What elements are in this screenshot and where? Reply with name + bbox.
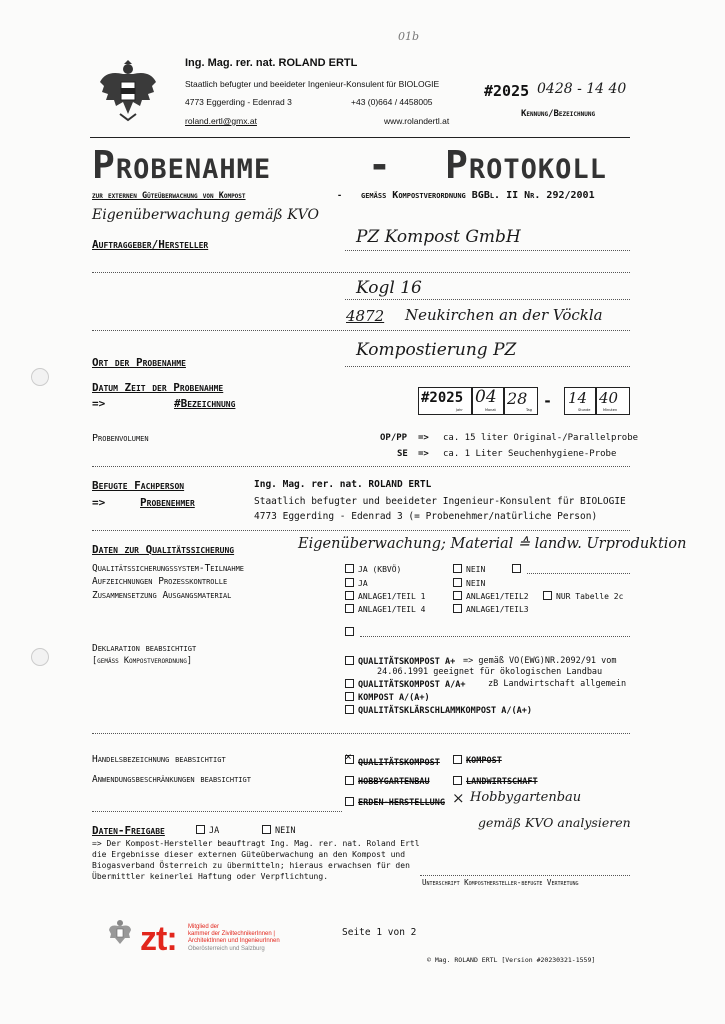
usage-a[interactable]: HOBBYGARTENBAU [345,776,430,787]
qs-row2-a-checkbox[interactable] [345,578,354,587]
decl-opt1-text2: 24.06.1991 geeignet für ökologischen Landbau [377,667,603,677]
qs-row1-label: Qualitätssicherungssystem-Teilnahme [92,563,245,574]
release-text3: Biogasverband Österreich zu übermitteln; hieraus erwachsen für den [92,861,410,870]
decl-opt2-checkbox[interactable] [345,679,354,688]
pencil-note: 01b [398,30,420,43]
header-phone: +43 (0)664 / 4458005 [351,97,433,107]
datetime-label2: => [92,397,106,410]
qs-row1-b[interactable]: NEIN [453,564,485,574]
decl-opt3[interactable]: KOMPOST A/(A+) [345,692,430,703]
volume-r2-arrow: => [418,449,429,459]
usage-a-checkbox[interactable] [345,776,354,785]
qs-row4-a[interactable]: ANLAGE1/TEIL 4 [345,604,425,614]
punch-hole-bottom [31,648,49,666]
qs-row3-a-checkbox[interactable] [345,591,354,600]
release-text2: die Ergebnisse dieser externen Güteüberwachung an den Kompost und [92,850,406,859]
client-line1: PZ Kompost GmbH [356,227,521,247]
zt-line1: Mitglied der [188,924,220,930]
qs-row1-b-checkbox[interactable] [453,564,462,573]
qs-row3-c-checkbox[interactable] [543,591,552,600]
trade-b-checkbox[interactable] [453,755,462,764]
date-sub-stunde: Stunde [578,408,591,412]
client-line2: Kogl 16 [356,278,422,298]
date-sub-tag: Tag [526,408,532,412]
release-text4: Übermittler keinerlei Haftung oder Verpflichtung. [92,872,329,881]
zt-logo-icon: zt: [140,920,177,958]
volume-label: Probenvolumen [92,433,149,444]
zt-line3: ArchitektInnen und IngenieurInnen [188,938,280,944]
date-sub-minuten: Minuten [603,408,618,412]
austrian-eagle-logo [98,56,158,124]
qs-row2-a[interactable]: JA [345,578,368,588]
usage-hand2: gemäß KVO analysieren [478,815,631,830]
person-line2: Staatlich befugter und beeideter Ingenieur-Konsulent für BIOLOGIE [254,496,626,507]
footer-eagle-icon [108,918,132,946]
usage-c-checkbox[interactable] [345,797,354,806]
trade-a[interactable]: × QUALITÄTSKOMPOST [345,755,440,768]
header-id-label: Kennung/Bezeichnung [521,109,596,119]
client-line3-zip: 4872 [346,307,385,325]
datetime-label1: Datum Zeit der Probenahme [92,381,224,394]
volume-r2-text: ca. 1 Liter Seuchenhygiene-Probe [443,449,617,459]
person-name: Ing. Mag. rer. nat. ROLAND ERTL [254,479,432,490]
decl-label2: [gemäß Kompostverordnung] [92,656,192,666]
header-id-handwritten: 0428 - 14 40 [537,81,627,97]
release-label: Daten-Freigabe [92,824,165,837]
usage-c[interactable]: ERDEN-HERSTELLUNG [345,797,445,808]
decl-opt1-text: => gemäß VO(EWG)NR.2092/91 vom [463,656,617,666]
title-dash: - [368,143,391,187]
client-line3-city: Neukirchen an der Vöckla [405,306,603,324]
person-label2-arrow: => [92,496,106,509]
header-email[interactable]: roland.ertl@gmx.at [185,116,257,126]
decl-opt2[interactable]: QUALITÄTSKOMPOST A/A+ [345,679,465,690]
qs-row5-checkbox[interactable] [345,627,354,636]
qs-row4-b[interactable]: ANLAGE1/TEIL3 [453,604,529,614]
qs-row4-b-checkbox[interactable] [453,604,462,613]
punch-hole-top [31,368,49,386]
release-text1: => Der Kompost-Hersteller beauftragt Ing. Mag. rer. nat. Roland Ertl [92,839,420,848]
trade-a-checkbox[interactable] [345,755,354,764]
decl-opt1-checkbox[interactable] [345,656,354,665]
header-address: 4773 Eggerding - Edenrad 3 [185,97,292,107]
release-ja-checkbox[interactable] [196,825,205,834]
qs-row4-a-checkbox[interactable] [345,604,354,613]
qs-row2-b[interactable]: NEIN [453,578,485,588]
release-signature: Unterschrift Komposthersteller-befugte Vertretung [422,878,579,887]
date-month: 04 [475,387,497,407]
date-sub-monat: Monat [485,408,496,412]
volume-r1-code: OP/PP [380,433,408,443]
date-minute: 40 [599,389,619,407]
qs-row1-a-checkbox[interactable] [345,564,354,573]
qs-row2-b-checkbox[interactable] [453,578,462,587]
date-sub-jahr: Jahr [456,408,463,412]
usage-label: Anwendungsbeschränkungen beabsichtigt [92,774,251,785]
qs-row1-a[interactable]: JA (KBVÖ) [345,564,401,574]
decl-opt3-checkbox[interactable] [345,692,354,701]
client-label: Auftraggeber/Hersteller [92,238,209,251]
qs-row3-b[interactable]: ANLAGE1/TEIL2 [453,591,529,601]
subline-left: zur externen Güteüberwachung von Kompost [92,191,246,201]
date-day: 28 [507,389,528,408]
header-name: Ing. Mag. rer. nat. ROLAND ERTL [185,57,358,69]
decl-opt4-checkbox[interactable] [345,705,354,714]
zt-line4: Oberösterreich und Salzburg [188,946,265,952]
header-subtitle: Staatlich befugter und beeideter Ingenieur-Konsulent für BIOLOGIE [185,79,440,89]
release-nein[interactable]: NEIN [262,825,295,836]
place-label: Ort der Probenahme [92,356,186,369]
volume-r2-code: SE [397,449,408,459]
decl-opt1[interactable]: QUALITÄTSKOMPOST A+ [345,656,455,667]
usage-hand1: Hobbygartenbau [470,790,582,805]
footer-copyright: © Mag. ROLAND ERTL [Version #20230321-1559] [427,956,596,964]
qs-hand: Eigenüberwachung; Material ≙ landw. Urproduktion [298,536,687,552]
place-value: Kompostierung PZ [356,340,517,360]
qs-row1-blank[interactable] [512,564,525,574]
trade-b[interactable]: KOMPOST [453,755,502,766]
trade-label: Handelsbezeichnung beabsichtigt [92,754,226,765]
subline-right: gemäß Kompostverordnung BGBl. II Nr. 292/2001 [361,190,595,201]
qs-row2-label: Aufzeichnungen Prozesskontrolle [92,576,228,587]
qs-row3-b-checkbox[interactable] [453,591,462,600]
qs-row3-c[interactable]: NUR Tabelle 2c [543,591,623,601]
page-number: Seite 1 von 2 [342,927,417,938]
qs-label: Daten zur Qualitätssicherung [92,543,235,556]
person-line3: 4773 Eggerding - Edenrad 3 (= Probenehmer/natürliche Person) [254,511,598,522]
datetime-label3: #Bezeichnung [174,397,236,410]
decl-opt4[interactable]: QUALITÄTSKLÄRSCHLAMMKOMPOST A/(A+) [345,705,532,716]
title-right: Protokoll [445,143,607,187]
person-label1: Befugte Fachperson [92,479,185,492]
person-label2: Probenehmer [140,496,195,509]
release-ja[interactable]: JA [196,825,219,836]
qs-row1-c-checkbox[interactable] [512,564,521,573]
hand-note-top: Eigenüberwachung gemäß KVO [92,207,320,223]
decl-label1: Deklaration beabsichtigt [92,643,197,654]
qs-row3-label: Zusammensetzung Ausgangsmaterial [92,590,232,601]
subline-dash: - [337,191,343,201]
usage-hand-x: × [452,789,465,807]
qs-row5-blank[interactable] [345,627,358,637]
usage-b[interactable]: LANDWIRTSCHAFT [453,776,538,787]
decl-opt2-text: zB Landwirtschaft allgemein [488,679,627,689]
header-id-prefix: #2025 [484,82,530,100]
header-web[interactable]: www.rolandertl.at [384,116,450,126]
date-hour: 14 [568,389,588,407]
release-nein-checkbox[interactable] [262,825,271,834]
date-dash: - [543,392,553,410]
volume-r1-arrow: => [418,433,429,443]
usage-b-checkbox[interactable] [453,776,462,785]
qs-row3-a[interactable]: ANLAGE1/TEIL 1 [345,591,425,601]
title-left: Probenahme [92,143,272,187]
volume-r1-text: ca. 15 liter Original-/Parallelprobe [443,433,639,443]
zt-line2: kammer der ZiviltechnikerInnen | [188,931,275,937]
date-prefix: #2025 [421,390,464,406]
